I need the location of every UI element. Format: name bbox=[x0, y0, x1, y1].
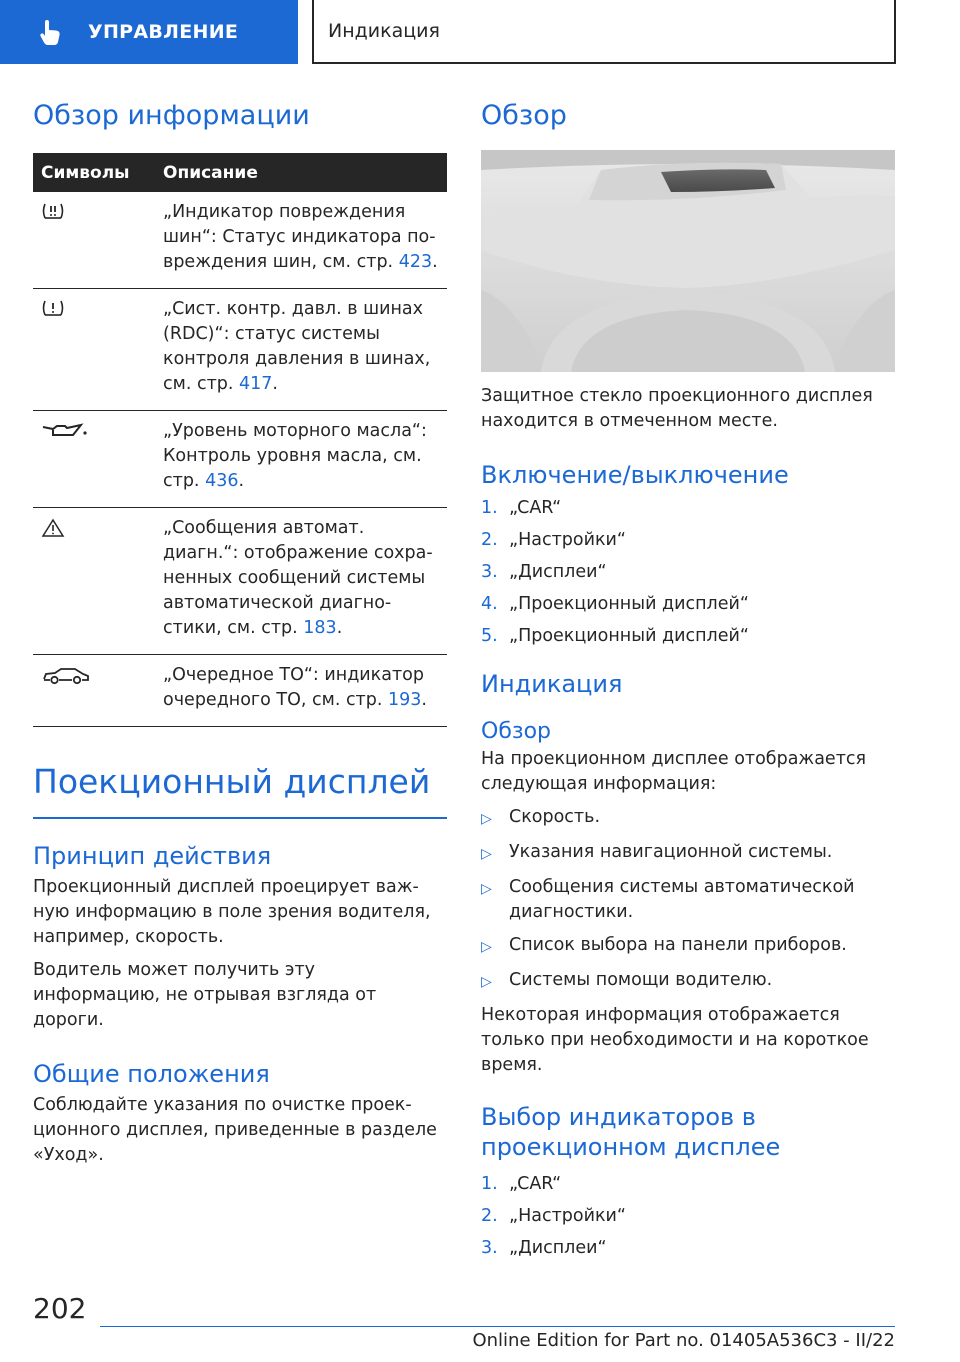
chapter-title: Индикация bbox=[328, 20, 440, 42]
list-item: 1. „CAR“ bbox=[481, 1174, 562, 1194]
hand-pointer-icon bbox=[36, 17, 66, 47]
list-item: ▷ Список выбора на панели приборов. bbox=[481, 933, 895, 960]
description-cell: „Очередное ТО“: индикатор очередного ТО, см. стр. 193. bbox=[163, 655, 447, 727]
onoff-title: Включение/выключение bbox=[481, 461, 789, 489]
triangle-bullet-icon: ▷ bbox=[481, 881, 492, 897]
table-row bbox=[33, 289, 447, 411]
triangle-bullet-icon: ▷ bbox=[481, 974, 492, 990]
list-item: 1. „CAR“ bbox=[481, 498, 562, 518]
description-column-header: Описание bbox=[163, 153, 447, 192]
list-item: ▷ Указания навигационной системы. bbox=[481, 840, 895, 867]
symbol-cell bbox=[33, 655, 163, 727]
page-link[interactable]: 417 bbox=[239, 374, 273, 394]
table-header-row bbox=[33, 153, 447, 192]
table-row bbox=[33, 508, 447, 655]
triangle-bullet-icon: ▷ bbox=[481, 846, 492, 862]
tire-pressure-icon bbox=[41, 299, 65, 317]
page-link[interactable]: 183 bbox=[303, 618, 337, 638]
photo-caption: Защитное стекло проекционного дисплея находится в отмеченном месте. bbox=[481, 386, 873, 431]
triangle-bullet-icon: ▷ bbox=[481, 811, 492, 827]
list-item: 4. „Проекционный дисплей“ bbox=[481, 594, 749, 614]
description-cell: „Уровень моторного масла“: Контроль уровня масла, см. стр. 436. bbox=[163, 411, 447, 508]
right-column bbox=[481, 96, 895, 1268]
list-item: ▷ Сообщения системы автоматической диагностики. bbox=[481, 875, 895, 925]
left-column bbox=[33, 96, 447, 1168]
hud-glass-photo bbox=[481, 150, 895, 372]
onoff-steps bbox=[481, 496, 895, 649]
table-row bbox=[33, 411, 447, 508]
triangle-bullet-icon: ▷ bbox=[481, 939, 492, 955]
car-service-icon bbox=[41, 665, 91, 687]
symbol-cell bbox=[33, 192, 163, 289]
display-title: Индикация bbox=[481, 670, 623, 698]
page-link[interactable]: 193 bbox=[388, 690, 422, 710]
page-link[interactable]: 423 bbox=[398, 252, 433, 272]
principle-paragraph: Проекционный дисплей проецирует важную информацию в поле зрения водителя, например, скорость. bbox=[33, 877, 431, 947]
general-paragraph: Соблюдайте указания по очистке проекционного дисплея, приведенные в разделе «Уход». bbox=[33, 1095, 437, 1165]
list-item: 2. „Настройки“ bbox=[481, 1206, 626, 1226]
hud-glass-illustration bbox=[481, 150, 895, 372]
display-note: Некоторая информация отображается только при необходимости и на короткое время. bbox=[481, 1005, 869, 1075]
principle-title: Принцип действия bbox=[33, 842, 272, 870]
tire-warning-icon bbox=[41, 202, 65, 220]
page-number: 202 bbox=[33, 1292, 87, 1325]
description-cell: „Сист. контр. давл. в шинах (RDC)“: статус системы контроля давления в шинах, см. стр. 417. bbox=[163, 289, 447, 411]
chapter-tab[interactable] bbox=[312, 0, 896, 64]
list-item: ▷ Системы помощи водителю. bbox=[481, 968, 895, 995]
list-item: ▷ Скорость. bbox=[481, 805, 895, 832]
overview-info-title: Обзор информации bbox=[33, 100, 310, 131]
display-overview-subtitle: Обзор bbox=[481, 719, 552, 744]
section-title: УПРАВЛЕНИЕ bbox=[88, 21, 239, 43]
description-cell: „Индикатор повреждения шин“: Статус индикатора повреждения шин, см. стр. 423. bbox=[163, 192, 447, 289]
list-item: 3. „Дисплеи“ bbox=[481, 1238, 607, 1258]
principle-paragraph-2: Водитель может получить эту информацию, не отрывая взгляда от дороги. bbox=[33, 960, 377, 1030]
display-items bbox=[481, 805, 895, 995]
section-tab[interactable] bbox=[0, 0, 298, 64]
table-row bbox=[33, 655, 447, 727]
page-link[interactable]: 436 bbox=[205, 471, 239, 491]
symbol-cell bbox=[33, 289, 163, 411]
footer-divider bbox=[100, 1326, 895, 1327]
select-steps bbox=[481, 1172, 895, 1261]
list-item: 5. „Проекционный дисплей“ bbox=[481, 626, 749, 646]
overview-title: Обзор bbox=[481, 100, 567, 131]
list-item: 2. „Настройки“ bbox=[481, 530, 626, 550]
symbol-cell bbox=[33, 508, 163, 655]
symbol-cell bbox=[33, 411, 163, 508]
symbols-table bbox=[33, 153, 447, 727]
display-intro: На проекционном дисплее отображается следующая информация: bbox=[481, 749, 867, 794]
description-cell: „Сообщения автомат. диагн.“: отображение сохраненных сообщений системы автоматической диагностики, см. стр. 183. bbox=[163, 508, 447, 655]
hud-title: Поекционный дисплей bbox=[33, 759, 447, 819]
general-title: Общие положения bbox=[33, 1060, 270, 1088]
table-row bbox=[33, 192, 447, 289]
edition-text: Online Edition for Part no. 01405A536C3 - II/22 bbox=[472, 1330, 895, 1351]
symbols-column-header: Символы bbox=[33, 153, 163, 192]
list-item: 3. „Дисплеи“ bbox=[481, 562, 607, 582]
select-title: Выбор индикаторов в проекционном дисплее bbox=[481, 1103, 781, 1161]
oil-can-icon bbox=[41, 421, 91, 441]
warning-triangle-icon bbox=[41, 518, 65, 538]
